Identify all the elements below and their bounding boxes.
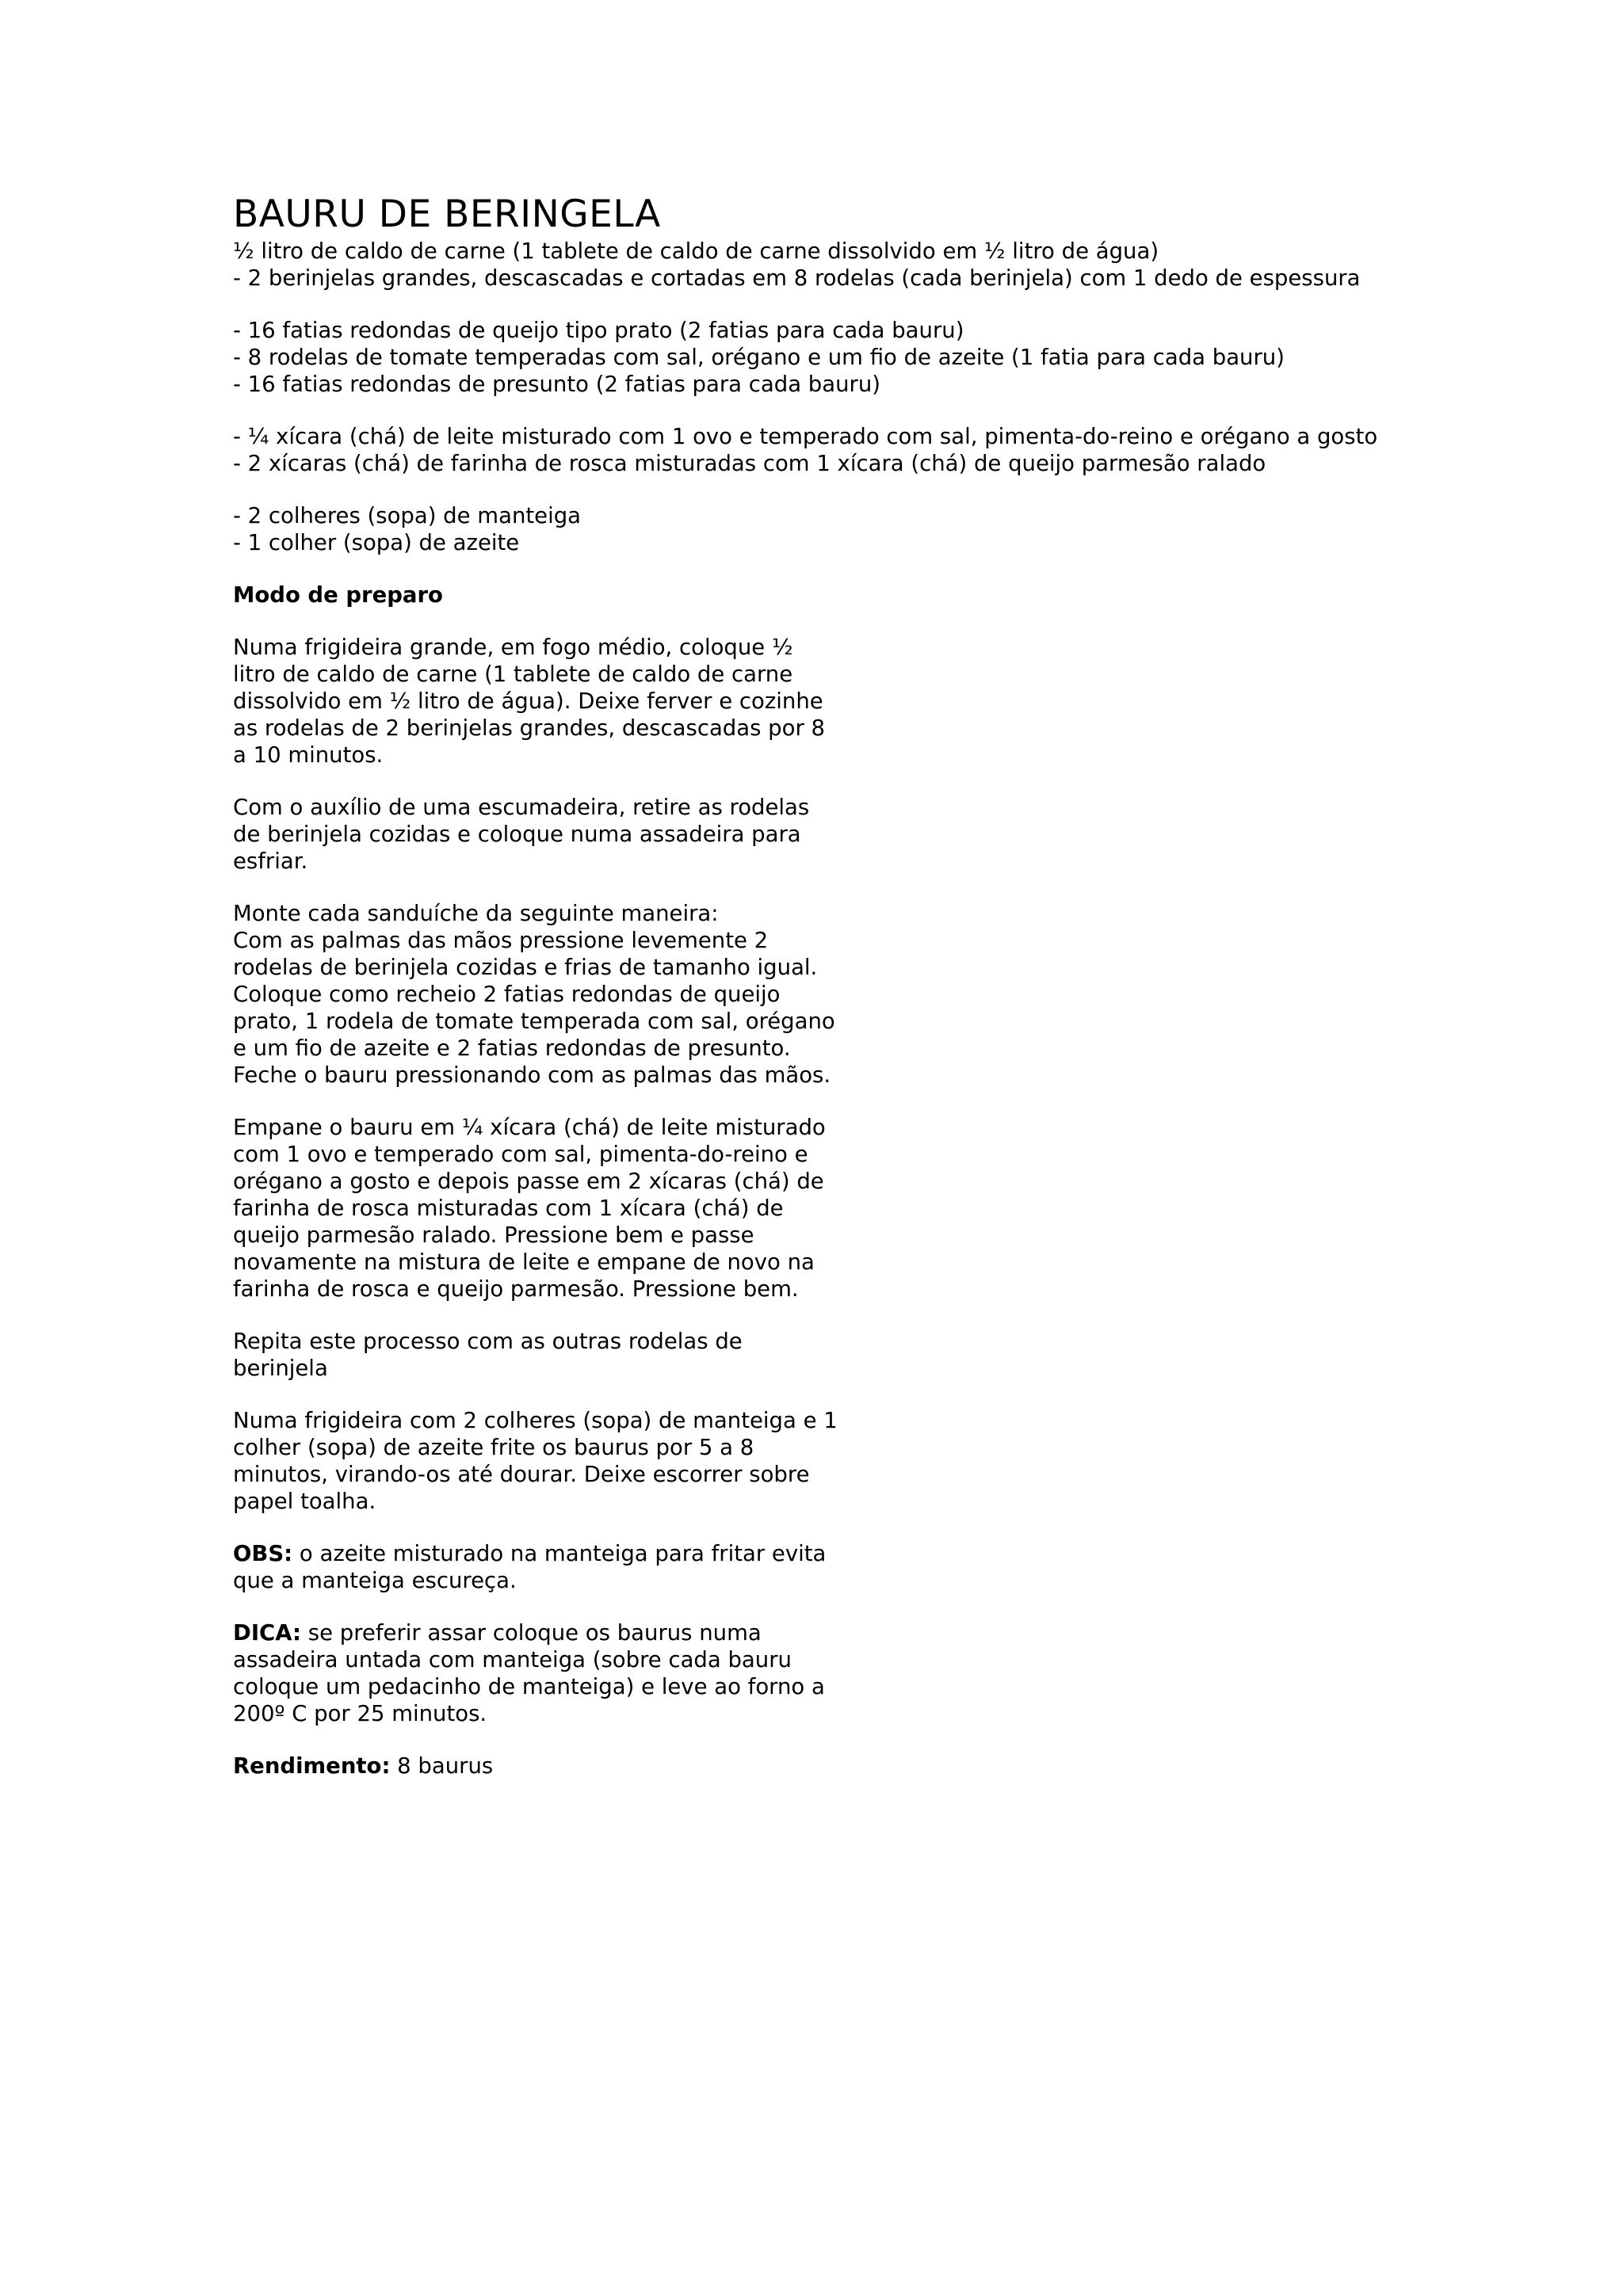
step-line: litro de caldo de carne (1 tablete de caldo de carne — [233, 662, 793, 687]
method-step — [233, 1114, 1422, 1302]
yield-line — [233, 1753, 1422, 1779]
step-line: minutos, virando-os até dourar. Deixe escorrer sobre — [233, 1462, 810, 1487]
step-line: colher (sopa) de azeite frite os baurus por 5 a 8 — [233, 1435, 754, 1460]
step-line: Com as palmas das mãos pressione levemente 2 — [233, 928, 769, 953]
ingredient-group — [233, 317, 1422, 398]
step-line: novamente na mistura de leite e empane de novo na — [233, 1249, 815, 1275]
recipe-title: BAURU DE BERINGELA — [233, 193, 661, 236]
yield-value: 8 baurus — [390, 1753, 494, 1779]
step-line: berinjela — [233, 1356, 328, 1381]
method-step — [233, 1328, 1422, 1382]
recipe-document — [233, 192, 1422, 1779]
step-line: Numa frigideira com 2 colheres (sopa) de manteiga e 1 — [233, 1408, 838, 1433]
method-step — [233, 1407, 1422, 1515]
ingredient-line: ½ litro de caldo de carne (1 tablete de caldo de carne dissolvido em ½ litro de água) — [233, 238, 1159, 264]
step-line: e um fio de azeite e 2 fatias redondas de presunto. — [233, 1035, 791, 1061]
dica-line: coloque um pedacinho de manteiga) e leve ao forno a — [233, 1674, 825, 1699]
method-step — [233, 634, 1422, 769]
step-line: farinha de rosca e queijo parmesão. Pressione bem. — [233, 1276, 799, 1302]
ingredient-line: - 2 berinjelas grandes, descascadas e cortadas em 8 rodelas (cada berinjela) com 1 dedo de espessura — [233, 265, 1361, 291]
dica-line — [233, 1619, 1422, 1646]
step-line: Feche o bauru pressionando com as palmas das mãos. — [233, 1062, 831, 1088]
dica-line: 200º C por 25 minutos. — [233, 1701, 487, 1726]
ingredient-group — [233, 238, 1422, 292]
method-heading: Modo de preparo — [233, 582, 443, 608]
step-line: papel toalha. — [233, 1489, 376, 1514]
step-line: Coloque como recheio 2 fatias redondas de queijo — [233, 982, 781, 1007]
step-line: Empane o bauru em ¼ xícara (chá) de leite misturado — [233, 1115, 826, 1140]
step-line: orégano a gosto e depois passe em 2 xícaras (chá) de — [233, 1169, 824, 1194]
ingredient-line: - 16 fatias redondas de queijo tipo prato (2 fatias para cada bauru) — [233, 318, 964, 343]
ingredient-line: - 8 rodelas de tomate temperadas com sal, orégano e um fio de azeite (1 fatia para cada bauru) — [233, 345, 1285, 370]
step-line: dissolvido em ½ litro de água). Deixe ferver e cozinhe — [233, 688, 823, 714]
step-line: de berinjela cozidas e coloque numa assadeira para — [233, 822, 801, 847]
ingredient-line: - 1 colher (sopa) de azeite — [233, 530, 520, 555]
step-line: esfriar. — [233, 849, 308, 874]
step-line: Monte cada sanduíche da seguinte maneira: — [233, 901, 719, 926]
step-line: prato, 1 rodela de tomate temperada com sal, orégano — [233, 1009, 835, 1034]
step-line: Com o auxílio de uma escumadeira, retire as rodelas — [233, 795, 810, 820]
step-line: com 1 ovo e temperado com sal, pimenta-do-reino e — [233, 1142, 808, 1167]
ingredient-line: - 2 colheres (sopa) de manteiga — [233, 503, 582, 528]
step-line: Numa frigideira grande, em fogo médio, coloque ½ — [233, 635, 793, 660]
dica-line: assadeira untada com manteiga (sobre cada bauru — [233, 1647, 792, 1672]
obs-line: que a manteiga escureça. — [233, 1568, 517, 1593]
step-line: farinha de rosca misturadas com 1 xícara (chá) de — [233, 1196, 784, 1221]
obs-line — [233, 1540, 1422, 1567]
ingredient-line: - ¼ xícara (chá) de leite misturado com 1 ovo e temperado com sal, pimenta-do-reino e orégano a gosto — [233, 424, 1378, 449]
step-line: Repita este processo com as outras rodelas de — [233, 1329, 743, 1354]
ingredient-group — [233, 423, 1422, 477]
step-line: queijo parmesão ralado. Pressione bem e passe — [233, 1222, 754, 1248]
ingredient-line: - 16 fatias redondas de presunto (2 fatias para cada bauru) — [233, 372, 880, 397]
obs-note — [233, 1540, 1422, 1594]
dica-text: se preferir assar coloque os baurus numa — [301, 1620, 762, 1646]
obs-label: OBS: — [233, 1541, 293, 1566]
yield-label: Rendimento: — [233, 1753, 391, 1779]
step-line: as rodelas de 2 berinjelas grandes, descascadas por 8 — [233, 715, 826, 741]
step-line: a 10 minutos. — [233, 742, 384, 768]
ingredient-line: - 2 xícaras (chá) de farinha de rosca misturadas com 1 xícara (chá) de queijo parmesão ralado — [233, 451, 1266, 476]
step-line: rodelas de berinjela cozidas e frias de tamanho igual. — [233, 955, 818, 980]
dica-label: DICA: — [233, 1620, 302, 1646]
dica-note — [233, 1619, 1422, 1727]
ingredient-group — [233, 502, 1422, 556]
obs-text: o azeite misturado na manteiga para fritar evita — [292, 1541, 827, 1566]
method-step — [233, 900, 1422, 1089]
method-step — [233, 794, 1422, 875]
